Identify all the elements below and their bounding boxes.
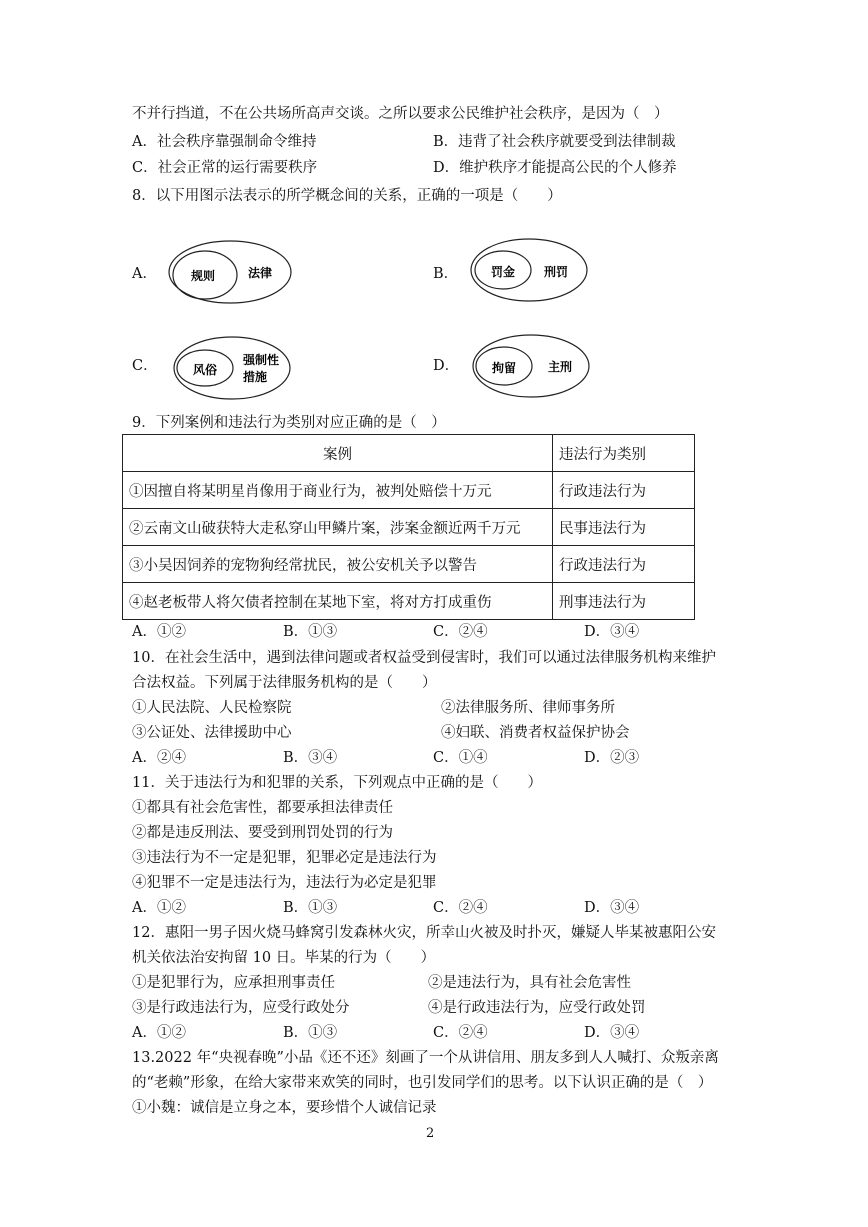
q8-option-d-letter: D． <box>433 358 460 374</box>
q10-option-d: D．②③ <box>584 750 640 766</box>
table-header-row <box>123 435 695 472</box>
q8-stem: 8．以下用图示法表示的所学概念间的关系，正确的一项是（ ） <box>132 188 562 204</box>
table-cell-category: 行政违法行为 <box>553 546 695 583</box>
q11-stem: 11．关于违法行为和犯罪的关系，下列观点中正确的是（ ） <box>132 775 542 791</box>
venn-a-outer <box>169 241 291 303</box>
q10-item-4: ④妇联、消费者权益保护协会 <box>441 725 630 741</box>
venn-c-outer-label-line1: 强制性 <box>243 353 280 367</box>
q10-item-3: ③公证处、法律援助中心 <box>132 725 292 741</box>
q7-option-a: A．社会秩序靠强制命令维持 <box>132 134 317 150</box>
venn-b-outer-label: 刑罚 <box>544 265 569 279</box>
table-row <box>123 546 695 583</box>
venn-c-inner-label: 风俗 <box>193 363 218 377</box>
table-cell-case: ③小吴因饲养的宠物狗经常扰民，被公安机关予以警告 <box>123 546 553 583</box>
q10-option-a: A．②④ <box>132 750 186 766</box>
table-cell-case: ④赵老板带人将欠债者控制在某地下室，将对方打成重伤 <box>123 583 553 620</box>
q12-item-2: ②是违法行为，具有社会危害性 <box>428 975 631 991</box>
q8-venn-a <box>168 240 292 304</box>
q9-option-b: B．①③ <box>283 624 338 640</box>
q7-option-d: D．维护秩序才能提高公民的个人修养 <box>433 160 677 176</box>
q12-item-3: ③是行政违法行为，应受行政处分 <box>132 1000 350 1016</box>
q8-venn-b <box>470 238 588 302</box>
q12-stem-line1: 12．惠阳一男子因火烧马蜂窝引发森林火灾，所幸山火被及时扑灭，嫌疑人毕某被惠阳公安 <box>132 925 716 941</box>
venn-c-outer-label-line2: 措施 <box>243 370 268 384</box>
q11-option-b: B．①③ <box>283 900 338 916</box>
table-row <box>123 583 695 620</box>
table-row <box>123 472 695 509</box>
table-row <box>123 509 695 546</box>
q12-item-4: ④是行政违法行为，应受行政处罚 <box>428 1000 646 1016</box>
table-cell-category: 民事违法行为 <box>553 509 695 546</box>
venn-a-inner-label: 规则 <box>191 269 216 283</box>
q9-option-a: A．①② <box>132 624 186 640</box>
q11-option-a: A．①② <box>132 900 186 916</box>
q7-option-c: C．社会正常的运行需要秩序 <box>132 160 318 176</box>
q9-option-c: C．②④ <box>433 624 488 640</box>
q9-case-table <box>122 434 695 620</box>
venn-a-outer-label: 法律 <box>248 266 273 280</box>
q10-stem-line1: 10．在社会生活中，遇到法律问题或者权益受到侵害时，我们可以通过法律服务机构来维护 <box>132 650 716 666</box>
q12-option-b: B．①③ <box>283 1025 338 1041</box>
table-header-case: 案例 <box>123 435 553 472</box>
table-cell-case: ①因擅自将某明星肖像用于商业行为，被判处赔偿十万元 <box>123 472 553 509</box>
venn-d-inner-label: 拘留 <box>492 361 517 375</box>
venn-b-inner-label: 罚金 <box>491 265 516 279</box>
q9-option-d: D．③④ <box>584 624 640 640</box>
venn-c-outer <box>174 337 290 399</box>
q9-stem: 9．下列案例和违法行为类别对应正确的是（ ） <box>132 415 446 431</box>
q13-stem-line2: 的“老赖”形象，在给大家带来欢笑的同时，也引发同学们的思考。以下认识正确的是（ ） <box>132 1075 713 1091</box>
q8-venn-c <box>173 336 291 400</box>
q7-stem: 不并行挡道，不在公共场所高声交谈。之所以要求公民维护社会秩序，是因为（ ） <box>132 106 669 122</box>
q12-option-a: A．①② <box>132 1025 186 1041</box>
venn-b-outer <box>471 239 587 301</box>
venn-d-outer-label: 主刑 <box>548 360 573 374</box>
q8-venn-d <box>472 334 590 398</box>
q10-option-b: B．③④ <box>283 750 338 766</box>
q13-item-1: ①小魏：诚信是立身之本，要珍惜个人诚信记录 <box>132 1100 437 1116</box>
q11-item-2: ②都是违反刑法、要受到刑罚处罚的行为 <box>132 825 393 841</box>
q11-item-1: ①都具有社会危害性，都要承担法律责任 <box>132 800 393 816</box>
q11-item-3: ③违法行为不一定是犯罪，犯罪必定是违法行为 <box>132 850 437 866</box>
q10-item-2: ②法律服务所、律师事务所 <box>441 700 615 716</box>
q8-option-a-letter: A． <box>132 266 157 282</box>
q10-stem-line2: 合法权益。下列属于法律服务机构的是（ ） <box>132 675 437 691</box>
q8-option-c-letter: C． <box>132 358 158 374</box>
table-cell-category: 行政违法行为 <box>553 472 695 509</box>
q10-item-1: ①人民法院、人民检察院 <box>132 700 292 716</box>
q13-stem-line1: 13.2022 年“央视春晚”小品《还不还》刻画了一个从讲信用、朋友多到人人喊打、众叛亲离 <box>132 1050 719 1066</box>
q10-option-c: C．①④ <box>433 750 488 766</box>
q12-option-c: C．②④ <box>433 1025 488 1041</box>
q8-option-b-letter: B． <box>433 266 459 282</box>
q12-option-d: D．③④ <box>584 1025 640 1041</box>
q12-stem-line2: 机关依法治安拘留 10 日。毕某的行为（ ） <box>132 950 436 966</box>
page-number: 2 <box>426 1126 435 1141</box>
q11-option-c: C．②④ <box>433 900 488 916</box>
q11-option-d: D．③④ <box>584 900 640 916</box>
table-cell-category: 刑事违法行为 <box>553 583 695 620</box>
table-header-category: 违法行为类别 <box>553 435 695 472</box>
q12-item-1: ①是犯罪行为，应承担刑事责任 <box>132 975 335 991</box>
table-cell-case: ②云南文山破获特大走私穿山甲鳞片案，涉案金额近两千万元 <box>123 509 553 546</box>
q11-item-4: ④犯罪不一定是违法行为，违法行为必定是犯罪 <box>132 875 437 891</box>
q7-option-b: B．违背了社会秩序就要受到法律制裁 <box>433 134 676 150</box>
